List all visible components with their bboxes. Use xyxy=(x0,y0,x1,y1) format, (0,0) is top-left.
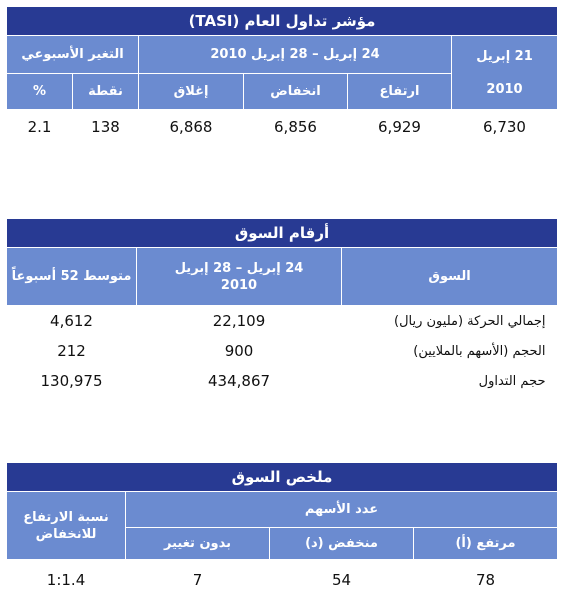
table-row xyxy=(7,306,558,337)
down-value: 54 xyxy=(331,571,352,589)
ratio-line1: نسبة الارتفاع xyxy=(23,509,109,525)
row-week-value: 22,109 xyxy=(212,312,266,330)
market-week-line2: 2010 xyxy=(220,277,258,293)
ratio-line2: للانخفاض xyxy=(35,526,97,542)
row-label: الحجم (الأسهم بالملايين) xyxy=(413,343,546,359)
close-header: إغلاق xyxy=(139,74,244,110)
summary-table xyxy=(6,462,558,600)
unchanged-header: بدون تغيير xyxy=(126,528,270,560)
points-header: نقطة xyxy=(73,74,139,110)
row-avg-value: 130,975 xyxy=(40,372,103,390)
market-week-line1: 24 إبريل – 28 إبريل xyxy=(174,260,304,276)
market-table xyxy=(6,218,558,396)
week-range-header: 24 إبريل – 28 إبريل 2010 xyxy=(139,36,452,74)
base-date-header xyxy=(452,36,558,110)
weekly-change-header: التغير الأسبوعي xyxy=(7,36,139,74)
row-label: إجمالي الحركة (مليون ريال) xyxy=(394,313,546,329)
points-value: 138 xyxy=(91,118,120,136)
high-header: ارتفاع xyxy=(348,74,452,110)
market-col-header: السوق xyxy=(342,248,558,306)
base-date-line2: 2010 xyxy=(486,81,523,97)
down-header: منخفض (د) xyxy=(270,528,414,560)
unchanged-value: 7 xyxy=(192,571,203,589)
tasi-table xyxy=(6,6,558,144)
up-header: مرتفع (أ) xyxy=(414,528,558,560)
high-value: 6,929 xyxy=(378,118,421,136)
low-header: انخفاض xyxy=(244,74,348,110)
market-week-header xyxy=(137,248,342,306)
low-value: 6,856 xyxy=(274,118,317,136)
summary-title: ملخص السوق xyxy=(7,463,558,492)
row-avg-value: 4,612 xyxy=(50,312,93,330)
percent-value: 2.1 xyxy=(27,118,52,136)
base-value: 6,730 xyxy=(483,118,526,136)
market-avg-header: متوسط 52 أسبوعاً xyxy=(7,248,137,306)
shares-count-header: عدد الأسهم xyxy=(126,492,558,528)
row-week-value: 434,867 xyxy=(208,372,271,390)
row-week-value: 900 xyxy=(224,342,254,360)
ratio-value: 1:1.4 xyxy=(46,571,86,589)
close-value: 6,868 xyxy=(169,118,213,136)
row-avg-value: 212 xyxy=(57,342,86,360)
up-value: 78 xyxy=(475,571,496,589)
base-date-line1: 21 إبريل xyxy=(476,48,533,64)
tasi-title: مؤشر تداول العام (TASI) xyxy=(7,7,558,36)
row-label: حجم التداول xyxy=(478,373,546,389)
table-row xyxy=(7,366,558,396)
ratio-header xyxy=(7,492,126,560)
market-title: أرقام السوق xyxy=(7,219,558,248)
percent-header: % xyxy=(7,74,73,110)
table-row xyxy=(7,336,558,366)
